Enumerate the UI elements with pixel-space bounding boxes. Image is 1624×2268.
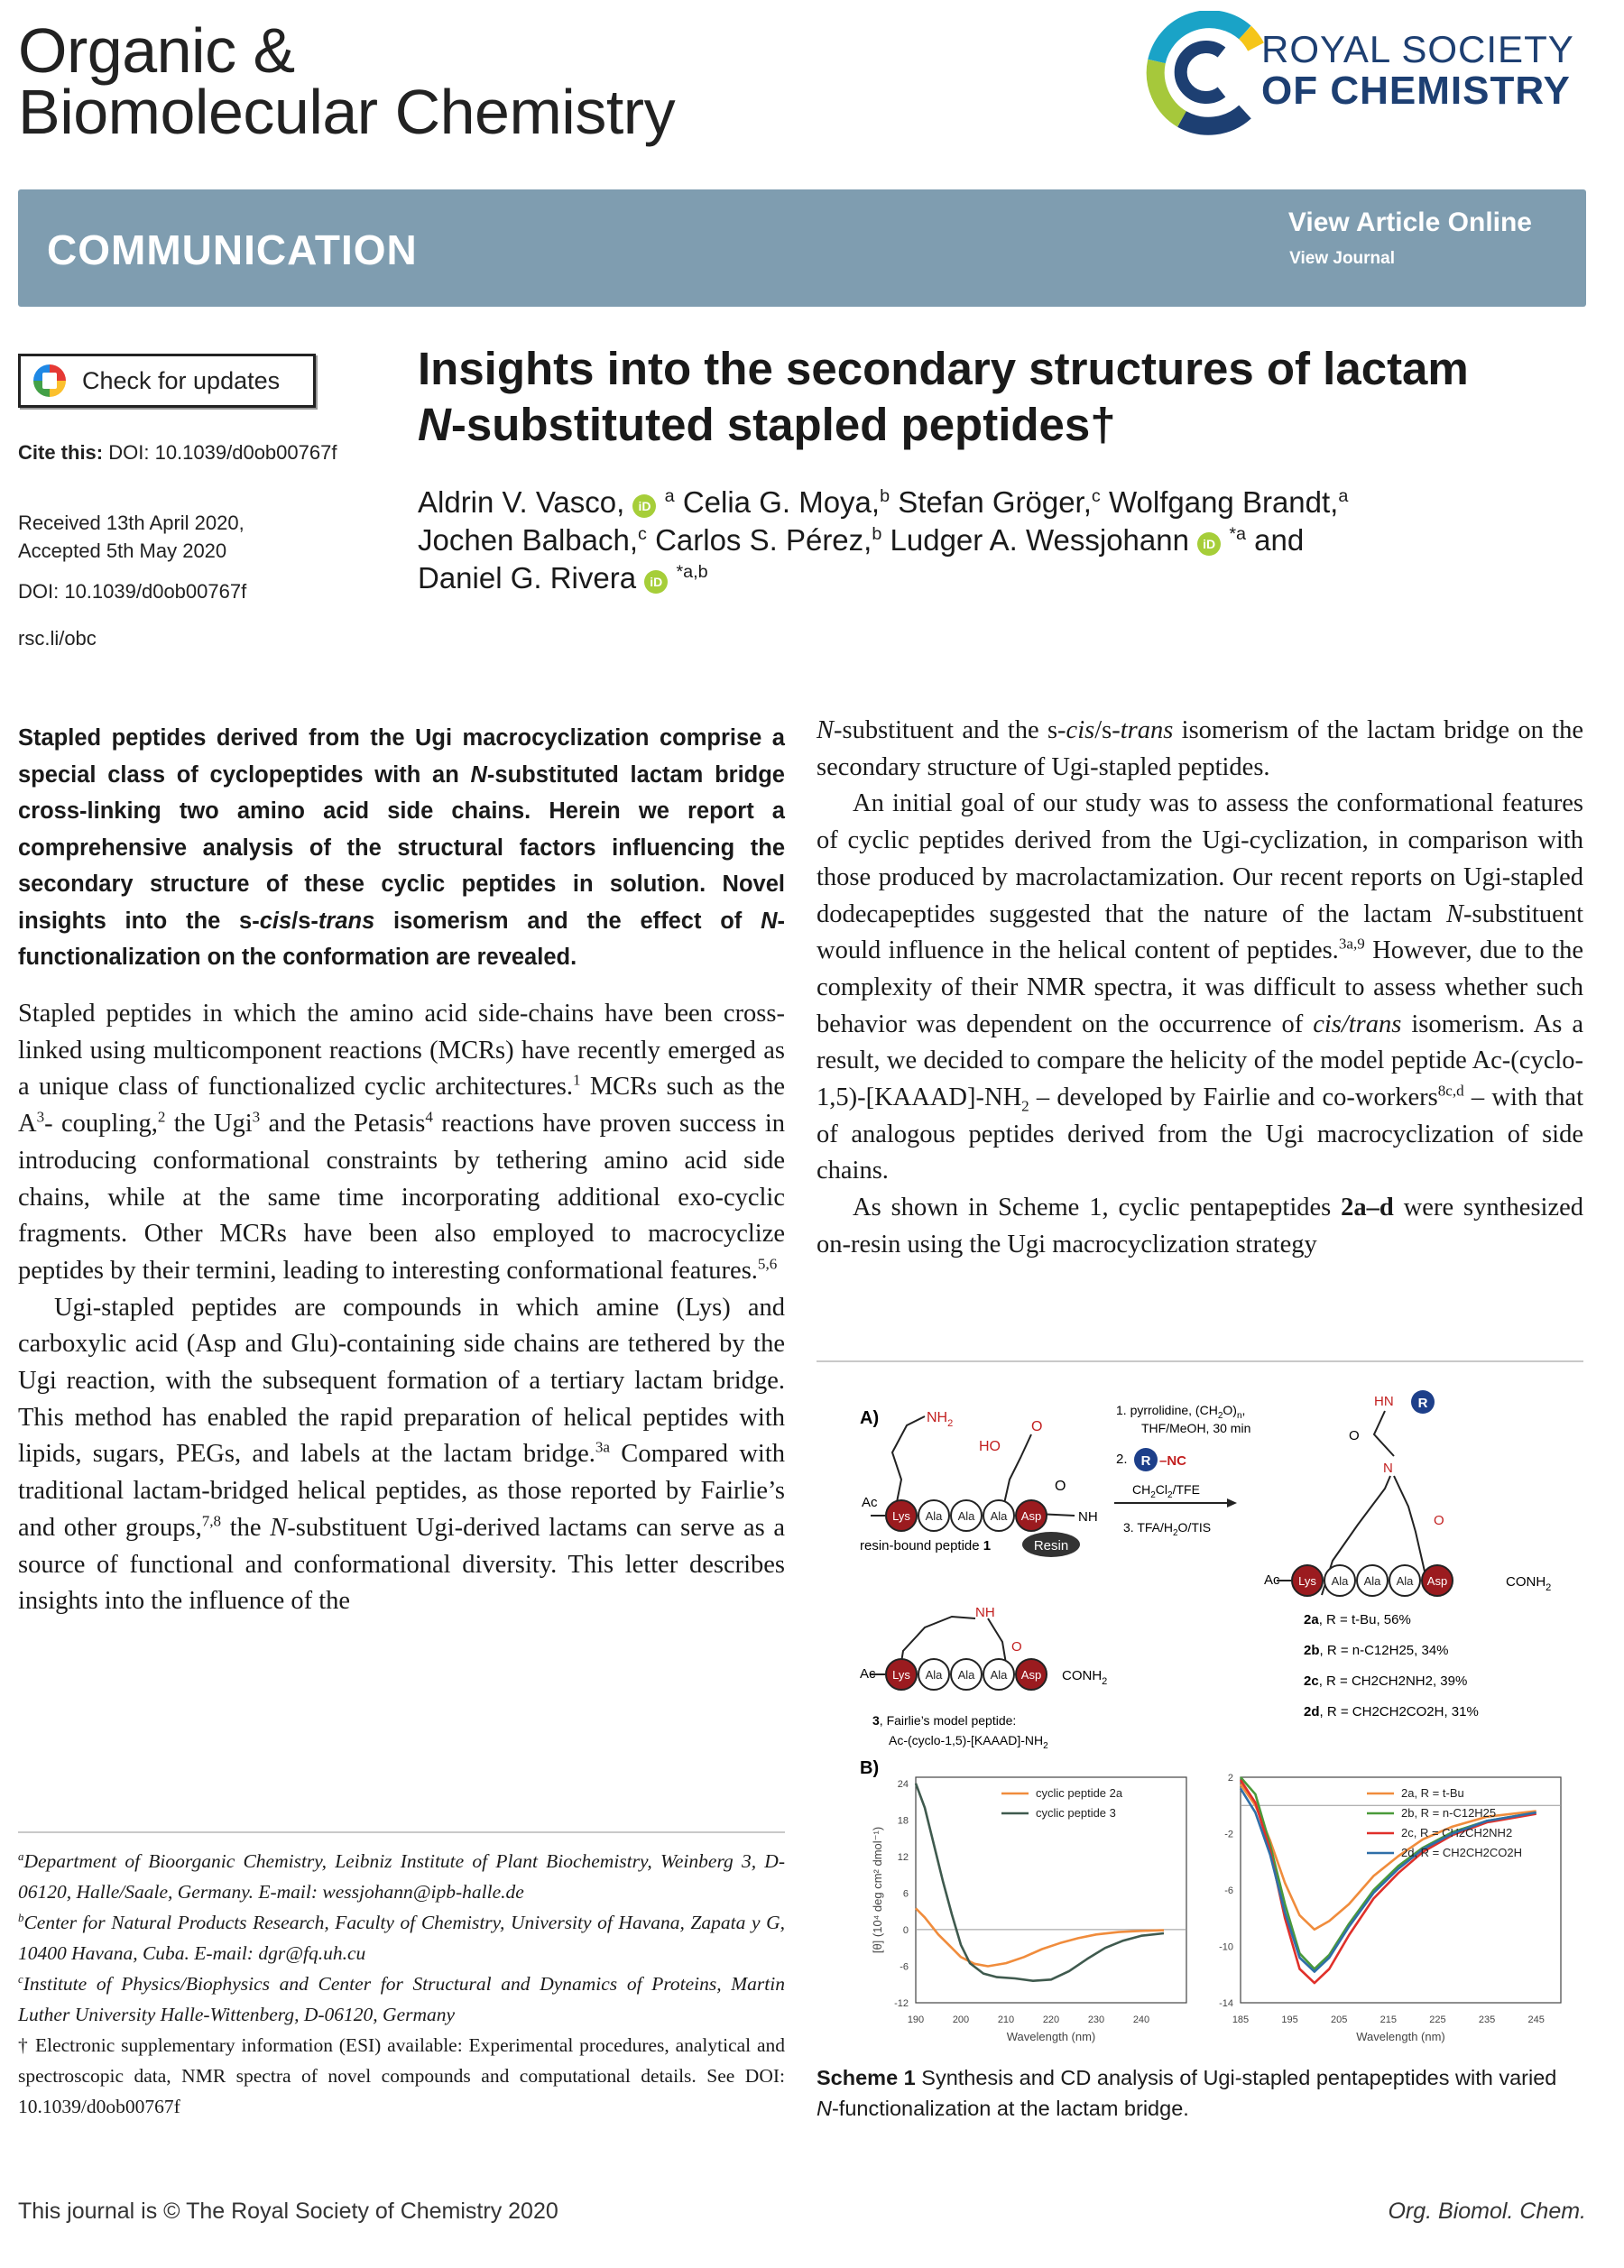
peptide-chain-3 [871, 1659, 1047, 1690]
title-line2-rest: -substituted stapled peptides† [450, 399, 1116, 450]
article-title-line2 [418, 397, 1591, 453]
journal-title [18, 15, 676, 147]
article-title-line1: Insights into the secondary structures of lactam [418, 343, 1469, 394]
author-perez[interactable]: Carlos S. Pérez, [646, 523, 872, 557]
residue-label: Ala [990, 1668, 1008, 1682]
x-tick-label: 195 [1281, 2014, 1298, 2025]
copyright-footer: This journal is © The Royal Society of Chemistry 2020 [18, 2199, 558, 2224]
svg-text:R: R [1140, 1453, 1151, 1469]
cite-this [18, 438, 337, 466]
product-2a: 2a, R = t-Bu, 56% [1304, 1612, 1411, 1627]
author-groger[interactable]: Stefan Gröger, [890, 485, 1092, 519]
citation-ref[interactable]: 3a [595, 1438, 610, 1456]
resin-label: Resin [1033, 1538, 1069, 1553]
author-balbach[interactable]: Jochen Balbach, [418, 523, 639, 557]
affil-sup: c [1091, 486, 1101, 506]
y-tick-label: 24 [897, 1778, 909, 1790]
body-right-column [817, 713, 1583, 1264]
x-tick-label: 190 [907, 2014, 925, 2025]
rsc-line1: ROYAL SOCIETY [1261, 28, 1574, 70]
residue-label: Asp [1020, 1668, 1042, 1682]
panel-b-label: B) [860, 1758, 880, 1778]
affiliation-a: $^a$Department of Bioorganic Chemistry, Leibniz Institute of Plant Biochemistry, Weinberg 3, D-06120, Halle/Saale, Germany. E-mail: wessjohann@ipb-halle.de [18, 1849, 785, 1903]
residue-label: Lys [1298, 1574, 1316, 1588]
residue-label: Asp [1426, 1574, 1448, 1588]
residue-label: Ala [925, 1509, 943, 1523]
author-and: and [1246, 523, 1305, 557]
scheme-divider [817, 1360, 1583, 1362]
peptide-chain-1 [871, 1500, 1047, 1531]
y-tick-label: -10 [1219, 1941, 1233, 1953]
citation-ref[interactable]: 3a,9 [1338, 935, 1365, 953]
journal-short-link[interactable]: rsc.li/obc [18, 627, 97, 650]
footnote-divider [18, 1831, 785, 1833]
doi-link[interactable]: DOI: 10.1039/d0ob00767f [18, 580, 247, 603]
body-paragraph: As shown in Scheme 1, cyclic pentapeptides 2a–d were synthesized on-resin using the Ugi macrocyclization strategy [817, 1194, 1583, 1258]
o-label: O [1031, 1419, 1043, 1434]
affil-sup: a [1338, 486, 1349, 506]
legend-entry: 2b, R = n-C12H25 [1401, 1806, 1497, 1820]
affil-sup: b [872, 524, 882, 544]
y-tick-label: -2 [1224, 1829, 1233, 1840]
fairlie-label: 3, Fairlie’s model peptide: [872, 1713, 1017, 1728]
residue-label: Ala [1331, 1574, 1349, 1588]
condition-1: 1. pyrrolidine, $(CH_2O)_n$, [1116, 1403, 1246, 1421]
condition-4: $CH_2Cl_2$/TFE [1132, 1482, 1200, 1500]
y-tick-label: 2 [1227, 1773, 1233, 1784]
residue-label: Ala [1396, 1574, 1414, 1588]
y-tick-label: 18 [897, 1815, 909, 1827]
affil-sup: a [664, 486, 675, 506]
author-moya[interactable]: Celia G. Moya, [674, 485, 881, 519]
y-tick-label: 12 [897, 1851, 909, 1863]
body-paragraph: An initial goal of our study was to assess the conformational features of cyclic peptides derived from the Ugi-cyclization, in comparison with those produced by macrolactamization. Our recent reports on Ugi-stapled dodecapeptides suggested that the nature of the lactam N-substituent would influence in the helical content of peptides.$^{3a,9}$ However, due to the complexity of their NMR spectra, it was difficult to assess whether such behavior was dependent on the occurrence of cis/trans isomerism. As a result, we decided to compare the helicity of the model peptide $Ac-(cyclo-1,5)-[KAAAD]-NH_2$ – developed by Fairlie and co-workers$^{8c,d}$ – with that of analogous peptides derived from the Ugi macrocyclization of side chains. [817, 789, 1583, 1185]
title-italic-n: N [418, 399, 451, 450]
affil-sup: *a [1229, 524, 1247, 544]
author-list [418, 484, 1500, 597]
product-2d: 2d, R = CH2CH2CO2H, 31% [1304, 1704, 1479, 1719]
x-tick-label: 205 [1331, 2014, 1348, 2025]
affiliation-b: $^b$Center for Natural Products Research, Faculty of Chemistry, University of Havana, Zapata y G, 10400 Havana, Cuba. E-mail: dgr@fq.uh.cu [18, 1911, 785, 1964]
check-for-updates-button[interactable] [18, 354, 316, 408]
nh2-label: $NH_2$ [927, 1410, 954, 1429]
body-paragraph: N-substituent and the s-cis/s-trans isomerism of the lactam bridge on the secondary structure of Ugi-stapled peptides. [817, 716, 1583, 781]
nh-label: NH [975, 1605, 995, 1620]
legend-entry: cyclic peptide 2a [1036, 1786, 1123, 1800]
scheme-caption: Scheme 1 Synthesis and CD analysis of Ugi-stapled pentapeptides with varied N-functionalization at the lactam bridge. [817, 2066, 1557, 2120]
y-axis-label: [θ] (10⁴ deg cm² dmol⁻¹) [871, 1826, 884, 1954]
resin-bound-label: resin-bound peptide 1 [860, 1538, 992, 1553]
ac-label: Ac [1264, 1572, 1280, 1588]
citation-ref[interactable]: 8c,d [1437, 1082, 1464, 1100]
residue-label: Asp [1020, 1509, 1042, 1523]
received-date: Received 13th April 2020, [18, 512, 245, 534]
residue-label: Lys [892, 1509, 910, 1523]
article-title [418, 341, 1591, 453]
x-tick-label: 215 [1379, 2014, 1398, 2025]
caption-label: Scheme 1 [817, 2066, 916, 2089]
conh2-label: $CONH_2$ [1506, 1574, 1552, 1593]
view-journal-link[interactable]: View Journal [1289, 249, 1395, 268]
y-tick-label: -6 [900, 1961, 909, 1973]
body-left-column [18, 996, 785, 1620]
hn-label: HN [1374, 1394, 1394, 1409]
product-2b: 2b, R = n-C12H25, 34% [1304, 1643, 1449, 1658]
citation-ref[interactable]: 5,6 [757, 1255, 778, 1273]
author-vasco[interactable]: Aldrin V. Vasco, [418, 485, 625, 519]
citation-ref[interactable]: 3 [252, 1108, 261, 1126]
conh2-label: $CONH_2$ [1062, 1668, 1108, 1687]
abstract: Stapled peptides derived from the Ugi macrocyclization comprise a special class of cyclopeptides with an N-substituted lactam bridge cross-linking two amino acid side chains. Herein we report a comprehensive analysis of the structural factors influencing the secondary structure of these cyclic peptides in solution. Novel insights into the s-cis/s-trans isomerism and the effect of N-functionalization on the conformation are revealed. [18, 725, 785, 970]
y-tick-label: -12 [894, 1998, 909, 2009]
rsc-wordmark [1261, 29, 1574, 112]
citation-ref[interactable]: 7,8 [201, 1512, 222, 1530]
residue-label: Ala [1363, 1574, 1381, 1588]
journal-title-line1: Organic & [18, 15, 295, 86]
x-tick-label: 220 [1042, 2014, 1060, 2025]
cd-chart-right [1219, 1773, 1561, 2043]
panel-a-label: A) [860, 1408, 880, 1428]
condition-5: 3. TFA/$H_2O$/TIS [1123, 1520, 1212, 1538]
cite-label: Cite this: [18, 441, 104, 464]
orcid-icon[interactable]: iD [644, 570, 668, 594]
product-list [1304, 1612, 1479, 1719]
o-label: O [1011, 1639, 1022, 1655]
x-axis-label: Wavelength (nm) [1006, 2030, 1096, 2043]
o-label: O [1434, 1513, 1444, 1528]
affil-sup: *a,b [676, 562, 708, 582]
peptide-chain-2 [1277, 1565, 1453, 1596]
residue-label: Lys [892, 1668, 910, 1682]
fairlie-sequence: $Ac-(cyclo-1,5)-[KAAAD]-NH_2$ [889, 1733, 1048, 1751]
affil-sup: c [638, 524, 647, 544]
x-axis-label: Wavelength (nm) [1356, 2030, 1445, 2043]
residue-label: Ala [990, 1509, 1008, 1523]
x-tick-label: 225 [1429, 2014, 1446, 2025]
x-tick-label: 235 [1478, 2014, 1496, 2025]
check-for-updates-label: Check for updates [82, 366, 281, 394]
footnotes [18, 1846, 785, 2122]
orcid-icon[interactable]: iD [632, 494, 656, 518]
rsc-ring-icon [1156, 19, 1256, 126]
y-tick-label: 0 [902, 1924, 909, 1936]
cd-chart-left [871, 1777, 1186, 2043]
esi-note: † Electronic supplementary information (ESI) available: Experimental procedures, analytical and spectroscopic data, NMR spectra of novel compounds and computational details. See DOI: 10.1039/d0ob00767f [18, 2034, 785, 2117]
ac-label: Ac [862, 1495, 878, 1510]
journal-title-line2: Biomolecular Chemistry [18, 77, 676, 147]
citation-ref[interactable]: 1 [572, 1071, 581, 1089]
o-label: O [1349, 1428, 1360, 1443]
y-tick-label: 6 [902, 1888, 909, 1900]
article-type-banner [18, 189, 1586, 307]
residue-label: Ala [957, 1668, 975, 1682]
accepted-date: Accepted 5th May 2020 [18, 539, 227, 562]
ho-label: HO [979, 1439, 1001, 1454]
y-tick-label: -14 [1219, 1998, 1233, 2009]
svg-text:R: R [1417, 1396, 1428, 1411]
body-paragraph: Stapled peptides in which the amino acid side-chains have been cross-linked using multicomponent reactions (MCRs) have recently emerged as a unique class of functionalized cyclic architectures.$^1$ MCRs such as the $A^3-$ coupling,$^2$ the Ugi$^3$ and the Petasis$^4$ reactions have proven success in introducing conformational constraints by tethering amino acid side chains, while at the same time incorporating additional exo-cyclic fragments. Other MCRs have been also employed to macrocyclize peptides by their termini, leading to interesting conformational features.$^{5,6}$ [18, 1000, 786, 1285]
condition-2: THF/MeOH, 30 min [1141, 1421, 1251, 1435]
x-tick-label: 240 [1132, 2014, 1150, 2025]
residue-label: Ala [957, 1509, 975, 1523]
citation-ref[interactable]: 4 [425, 1108, 433, 1126]
view-article-online-link[interactable]: View Article Online [1287, 207, 1532, 237]
article-type-label: COMMUNICATION [47, 226, 418, 273]
x-tick-label: 245 [1527, 2014, 1545, 2025]
condition-3: 2. [1116, 1452, 1128, 1467]
isocyanide-label: –NC [1159, 1453, 1187, 1469]
x-tick-label: 230 [1087, 2014, 1105, 2025]
ac-label: Ac [860, 1666, 876, 1682]
legend-entry: cyclic peptide 3 [1036, 1806, 1116, 1820]
x-tick-label: 210 [997, 2014, 1015, 2025]
residue-label: Ala [925, 1668, 943, 1682]
y-tick-label: -6 [1224, 1885, 1233, 1896]
affil-sup: b [880, 486, 890, 506]
journal-abbrev-footer: Org. Biomol. Chem. [1388, 2199, 1586, 2224]
o-label: O [1055, 1479, 1066, 1494]
cite-doi[interactable]: DOI: 10.1039/d0ob00767f [108, 441, 337, 464]
legend-entry: 2a, R = t-Bu [1401, 1786, 1464, 1800]
citation-ref[interactable]: 2 [157, 1108, 166, 1126]
body-paragraph: Ugi-stapled peptides are compounds in which amine (Lys) and carboxylic acid (Asp and Glu)-containing side chains are tethered by the Ugi reaction, with the subsequent formation of a tertiary lactam bridge. This method has enabled the rapid preparation of helical peptides with lipids, sugars, PEGs, and labels at the lactam bridge.$^{3a}$ Compared with traditional lactam-bridged helical peptides, as those reported by Fairlie’s and other groups,$^{7,8}$ the N-substituent Ugi-derived lactams can serve as a source of functional and conformational diversity. This letter describes insights into the influence of the [18, 1293, 786, 1616]
author-rivera[interactable]: Daniel G. Rivera [418, 561, 637, 595]
scheme-1-figure [817, 1380, 1583, 2048]
author-brandt[interactable]: Wolfgang Brandt, [1100, 485, 1339, 519]
nh-label: NH [1078, 1509, 1098, 1525]
legend-entry: 2c, R = CH2CH2NH2 [1401, 1826, 1513, 1839]
x-tick-label: 200 [952, 2014, 970, 2025]
legend-entry: 2d, R = CH2CH2CO2H [1401, 1846, 1523, 1859]
product-2c: 2c, R = CH2CH2NH2, 39% [1304, 1673, 1468, 1689]
n-label: N [1383, 1461, 1393, 1476]
x-tick-label: 185 [1232, 2014, 1250, 2025]
crossmark-icon [33, 364, 66, 397]
orcid-icon[interactable]: iD [1197, 532, 1221, 556]
author-wessjohann[interactable]: Ludger A. Wessjohann [881, 523, 1189, 557]
rsc-line2: OF CHEMISTRY [1261, 69, 1571, 113]
affiliation-c: $^c$Institute of Physics/Biophysics and Center for Structural and Dynamics of Proteins, Martin Luther University Halle-Wittenberg, D-06120, Germany [18, 1972, 785, 2025]
